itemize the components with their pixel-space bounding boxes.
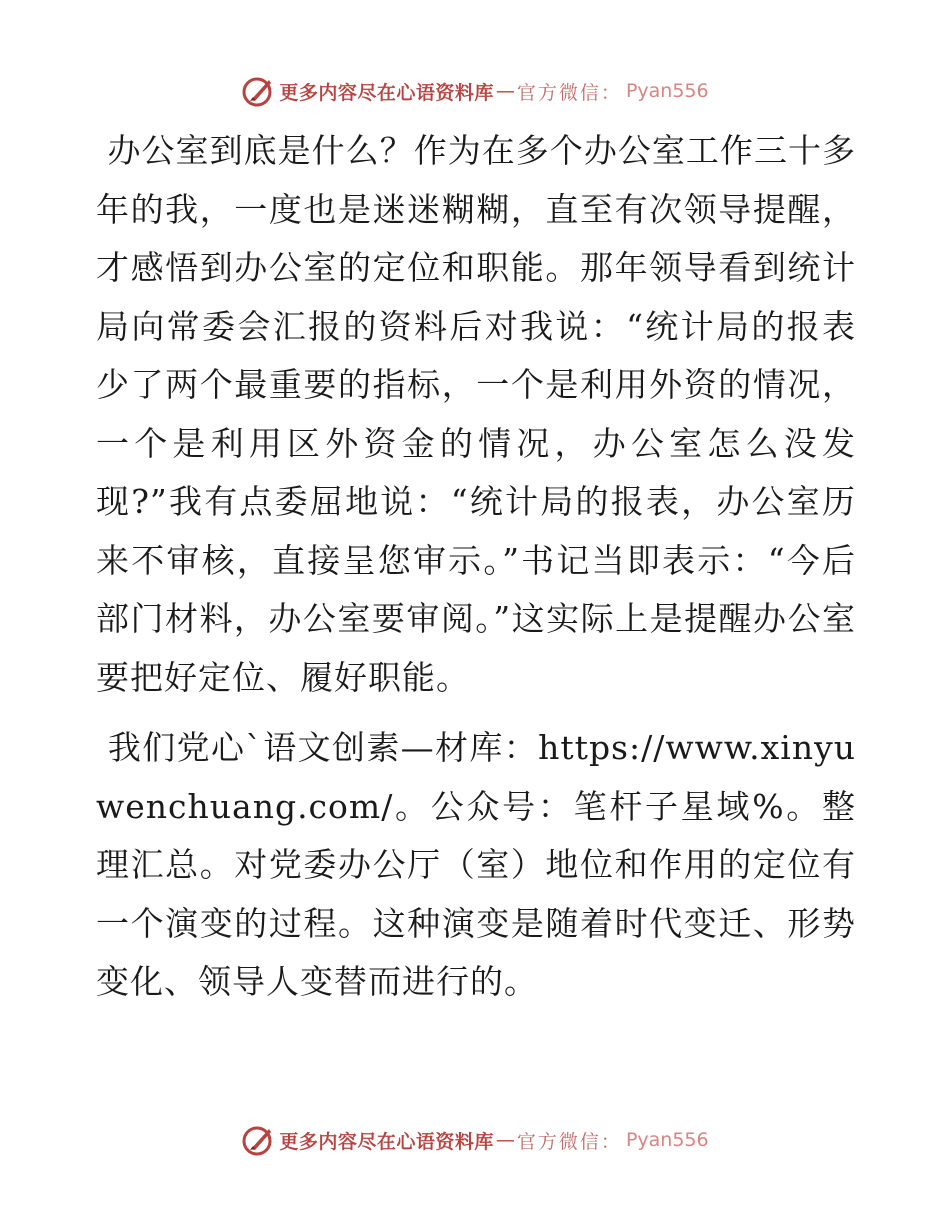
document-body [96, 122, 856, 1012]
quill-logo-icon [241, 1123, 275, 1157]
header-banner [0, 71, 950, 111]
banner-brand: 更多内容尽在心语资料库 [279, 1130, 494, 1153]
paragraph-2: 我们党心`语文创素—材库：https://www.xinyuwenchuang.com/。公众号：笔杆子星域%。整理汇总。对党委办公厅（室）地位和作用的定位有一个演变的过程。这种演变是随着时代变迁、形势变化、领导人变替而进行的。 [96, 728, 856, 1001]
banner-official-label: 官方微信： [516, 1130, 622, 1153]
banner-official-label: 官方微信： [516, 81, 622, 104]
paragraph-1: 办公室到底是什么？作为在多个办公室工作三十多年的我，一度也是迷迷糊糊，直至有次领导提醒，才感悟到办公室的定位和职能。那年领导看到统计局向常委会汇报的资料后对我说：“统计局的报表少了两个最重要的指标，一个是利用外资的情况，一个是利用区外资金的情况，办公室怎么没发现?”我有点委屈地说：“统计局的报表，办公室历来不审核，直接呈您审示。”书记当即表示：“今后部门材料，办公室要审阅。”这实际上是提醒办公室要把好定位、履好职能。 [96, 131, 856, 697]
banner-dash: — [495, 1129, 515, 1151]
banner-wechat-id: Pyan556 [625, 80, 709, 102]
quill-logo-icon [241, 74, 275, 108]
banner-wechat-id: Pyan556 [625, 1129, 709, 1151]
banner-dash: — [495, 80, 515, 102]
banner-brand: 更多内容尽在心语资料库 [279, 81, 494, 104]
footer-banner [0, 1120, 950, 1160]
